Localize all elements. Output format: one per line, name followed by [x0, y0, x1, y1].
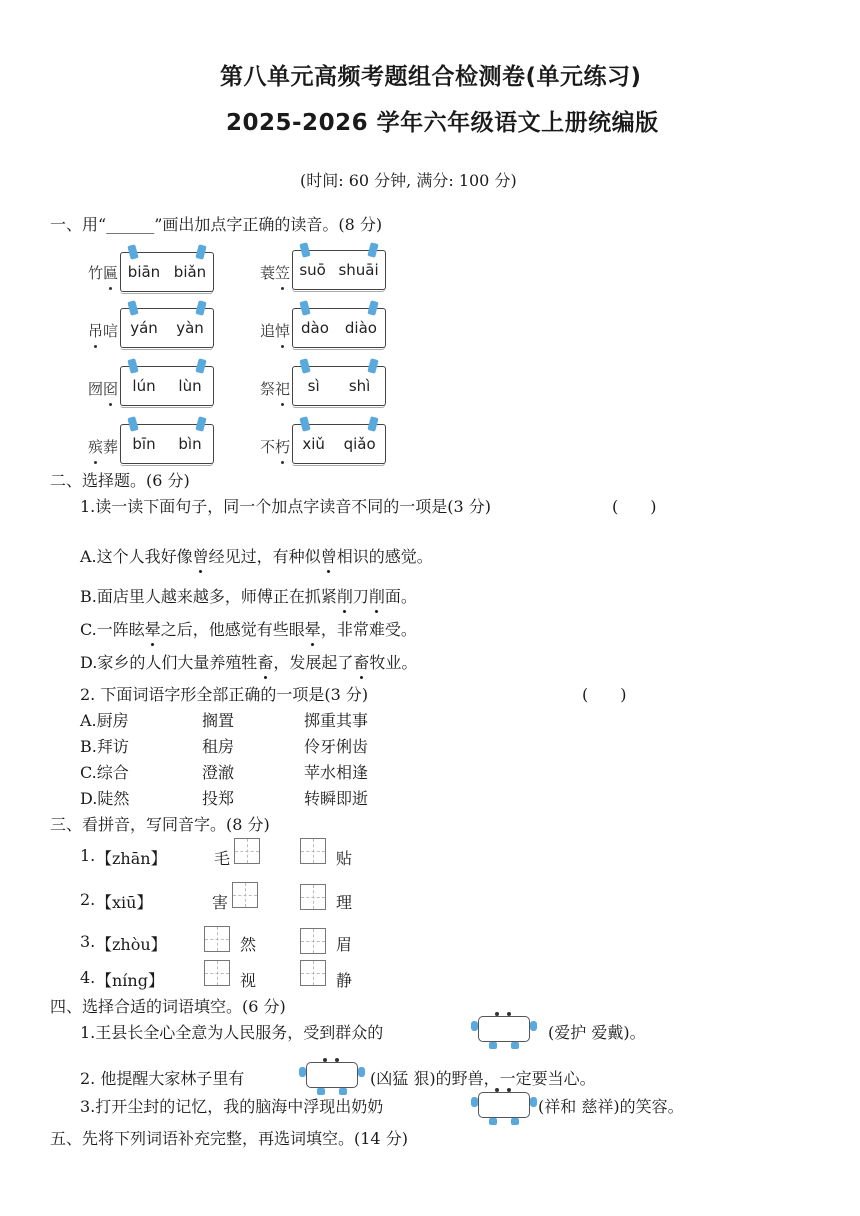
row-char: 毛 [214, 849, 231, 868]
option-cell: 投郑 [202, 789, 235, 808]
option-cell: 转瞬即逝 [304, 789, 369, 808]
pinyin-card-8 [292, 424, 386, 464]
sentence-4-3: 3.打开尘封的记忆，我的脑海中浮现出奶奶 [80, 1097, 384, 1116]
option-cell: A.厨房 [80, 711, 129, 730]
sentence-4-2: 2. 他提醒大家林子里有 [80, 1069, 245, 1088]
row-char: 理 [336, 893, 353, 912]
answer-card[interactable] [478, 1016, 530, 1042]
row-char: 静 [336, 971, 353, 990]
pinyin-option[interactable]: shuāi [338, 261, 379, 279]
sentence-4-1: 1.王县长全心全意为人民服务，受到群众的 [80, 1023, 384, 1042]
section-3-heading: 三、看拼音，写同音字。(8 分) [50, 815, 270, 834]
option-cell: 苹水相逢 [304, 763, 369, 782]
pinyin-option[interactable]: bìn [178, 435, 202, 453]
pinyin-card-2 [292, 250, 386, 290]
row-number: 2. [80, 890, 96, 909]
pinyin-card-3 [120, 308, 214, 348]
write-box[interactable] [300, 928, 326, 954]
pinyin-option[interactable]: lùn [178, 377, 202, 395]
question-2-2: 2. 下面词语字形全部正确的一项是(3 分) [80, 685, 369, 704]
row-char: 贴 [336, 849, 353, 868]
section-4-heading: 四、选择合适的词语填空。(6 分) [50, 997, 286, 1016]
option-cell: 租房 [202, 737, 235, 756]
word-7: 殡葬 [88, 438, 119, 456]
pinyin-option[interactable]: dào [301, 319, 329, 337]
word-8: 不朽 [260, 438, 291, 456]
write-box[interactable] [300, 838, 326, 864]
answer-paren-2-2[interactable]: ( ) [582, 685, 627, 704]
word-1: 竹匾 [88, 264, 119, 282]
word-5: 囫囵 [88, 380, 119, 398]
section-2-heading: 二、选择题。(6 分) [50, 471, 190, 490]
pinyin-option[interactable]: qiǎo [343, 435, 376, 453]
pinyin-option[interactable]: shì [348, 377, 371, 395]
option-2-1-a: A.这个人我好像曾经见过，有种似曾相识的感觉。 [80, 544, 433, 567]
write-box[interactable] [204, 960, 230, 986]
write-box[interactable] [232, 882, 258, 908]
row-pinyin: 【zhān】 [96, 849, 167, 868]
option-cell: B.拜访 [80, 737, 129, 756]
pinyin-option[interactable]: biǎn [173, 263, 207, 281]
word-2: 蓑笠 [260, 264, 291, 282]
pinyin-option[interactable]: xiǔ [302, 435, 325, 453]
word-6: 祭祀 [260, 380, 291, 398]
row-pinyin: 【níng】 [96, 971, 164, 990]
answer-card[interactable] [478, 1092, 530, 1118]
pinyin-option[interactable]: yán [130, 319, 158, 337]
choices-4-2: (凶猛 狠)的野兽，一定要当心。 [370, 1069, 596, 1088]
write-box[interactable] [300, 884, 326, 910]
write-box[interactable] [300, 960, 326, 986]
pinyin-option[interactable]: diào [344, 319, 377, 337]
pinyin-option[interactable]: lún [132, 377, 156, 395]
choices-4-1: (爱护 爱戴)。 [548, 1023, 646, 1042]
choices-4-3: (祥和 慈祥)的笑容。 [538, 1097, 684, 1116]
row-number: 3. [80, 932, 96, 951]
option-2-1-b: B.面店里人越来越多，师傅正在抓紧削刀削面。 [80, 584, 417, 607]
question-2-1: 1.读一读下面句子，同一个加点字读音不同的一项是(3 分) [80, 497, 492, 516]
exam-info: (时间: 60 分钟, 满分: 100 分) [300, 171, 517, 190]
pinyin-option[interactable]: yàn [176, 319, 204, 337]
pinyin-card-1 [120, 252, 214, 292]
answer-card[interactable] [306, 1062, 358, 1088]
row-number: 1. [80, 846, 96, 865]
row-pinyin: 【zhòu】 [96, 935, 167, 954]
row-number: 4. [80, 968, 96, 987]
row-pinyin: 【xiū】 [96, 893, 153, 912]
section-1-heading: 一、用“______”画出加点字正确的读音。(8 分) [50, 215, 383, 234]
option-cell: D.陡然 [80, 789, 130, 808]
page-title: 第八单元高频考题组合检测卷(单元练习) [220, 64, 642, 90]
option-cell: C.综合 [80, 763, 129, 782]
option-cell: 伶牙俐齿 [304, 737, 369, 756]
pinyin-card-4 [292, 308, 386, 348]
row-char: 害 [212, 893, 229, 912]
word-3: 吊唁 [88, 322, 119, 340]
page-subtitle: 2025-2026 学年六年级语文上册统编版 [226, 110, 659, 136]
word-4: 追悼 [260, 322, 291, 340]
write-box[interactable] [234, 838, 260, 864]
option-2-1-c: C.一阵眩晕之后，他感觉有些眼晕，非常难受。 [80, 617, 417, 640]
pinyin-card-6 [292, 366, 386, 406]
row-char: 眉 [336, 935, 353, 954]
option-cell: 掷重其事 [304, 711, 369, 730]
pinyin-option[interactable]: suō [299, 261, 326, 279]
write-box[interactable] [204, 926, 230, 952]
pinyin-card-5 [120, 366, 214, 406]
pinyin-card-7 [120, 424, 214, 464]
pinyin-option[interactable]: sì [307, 377, 320, 395]
pinyin-option[interactable]: bīn [132, 435, 156, 453]
row-char: 视 [240, 971, 257, 990]
row-char: 然 [240, 935, 257, 954]
option-cell: 搁置 [202, 711, 235, 730]
section-5-heading: 五、先将下列词语补充完整，再选词填空。(14 分) [50, 1129, 408, 1148]
option-2-1-d: D.家乡的人们大量养殖牲畜，发展起了畜牧业。 [80, 650, 417, 673]
answer-paren-2-1[interactable]: ( ) [612, 497, 657, 516]
pinyin-option[interactable]: biān [127, 263, 161, 281]
option-cell: 澄澈 [202, 763, 235, 782]
